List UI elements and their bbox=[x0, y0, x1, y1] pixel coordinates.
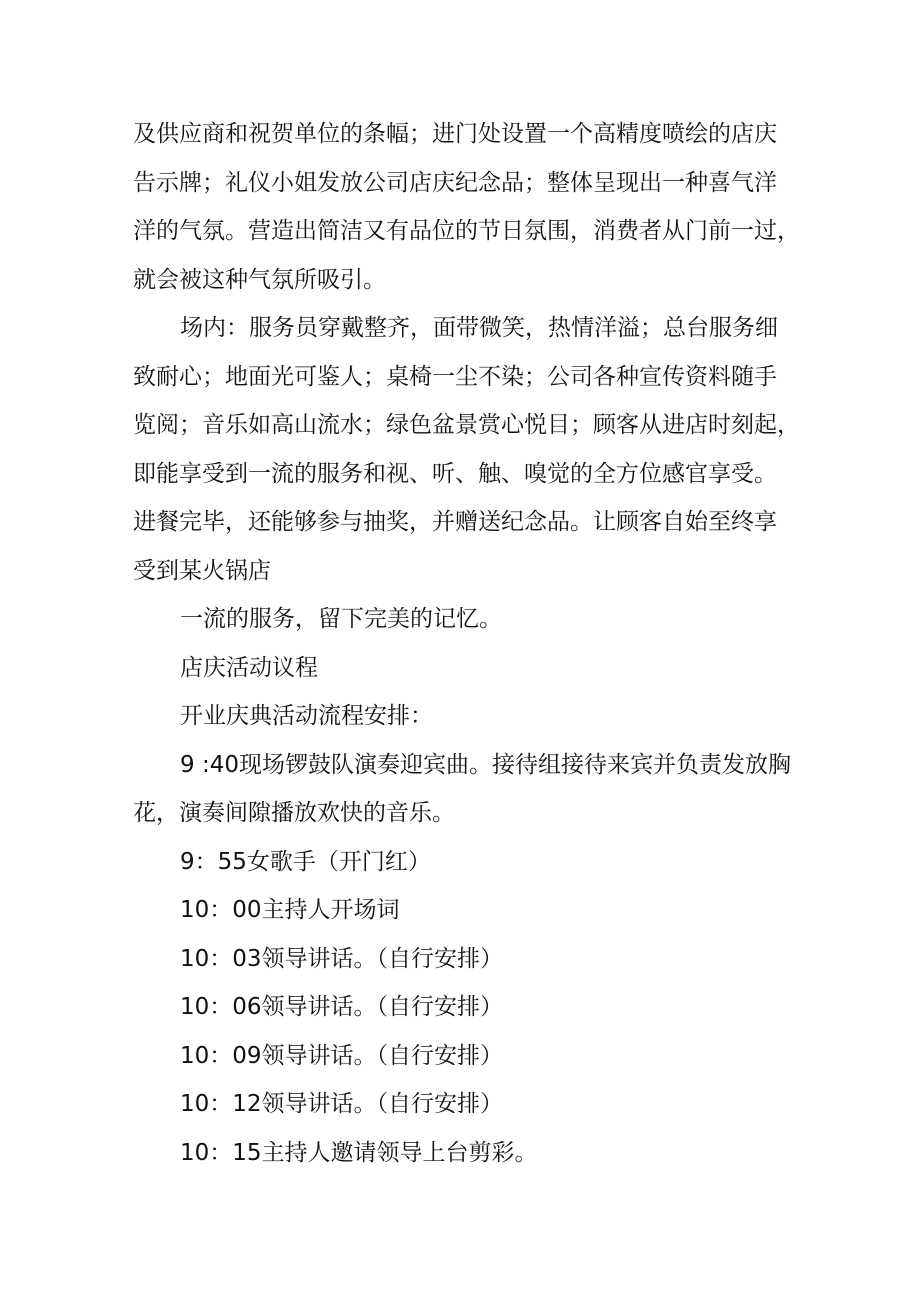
text-line: 场内：服务员穿戴整齐，面带微笑，热情洋溢；总台服务细 bbox=[180, 315, 778, 341]
document-body bbox=[133, 110, 813, 1177]
text-line: 9 :40现场锣鼓队演奏迎宾曲。接待组接待来宾并负责发放胸 bbox=[180, 751, 791, 778]
schedule-heading: 开业庆典活动流程安排： bbox=[180, 703, 433, 729]
text-line: 致耐心；地面光可鉴人；桌椅一尘不染；公司各种宣传资料随手 bbox=[133, 363, 777, 390]
schedule-item-first bbox=[133, 741, 813, 838]
paragraph-interior bbox=[133, 304, 813, 595]
section-heading: 店庆活动议程 bbox=[180, 654, 318, 681]
text-line: 进餐完毕，还能够参与抽奖，并赠送纪念品。让顾客自始至终享 bbox=[133, 509, 777, 535]
text-line: 花，演奏间隙播放欢快的音乐。 bbox=[133, 800, 455, 826]
text-line: 就会被这种气氛所吸引。 bbox=[133, 266, 386, 293]
paragraph-memory: 一流的服务，留下完美的记忆。 bbox=[180, 606, 502, 632]
schedule-item: 10：15主持人邀请领导上台剪彩。 bbox=[180, 1139, 538, 1166]
schedule-item: 10：09领导讲话。（自行安排） bbox=[180, 1042, 504, 1069]
text-line: 洋的气氛。营造出简洁又有品位的节日氛围，消费者从门前一过， bbox=[133, 218, 800, 244]
schedule-item: 9：55女歌手（开门红） bbox=[180, 848, 431, 875]
text-line: 受到某火锅店 bbox=[133, 557, 271, 584]
text-line: 览阅；音乐如高山流水；绿色盆景赏心悦目；顾客从进店时刻起， bbox=[133, 412, 800, 438]
text-line: 告示牌；礼仪小姐发放公司店庆纪念品；整体呈现出一种喜气洋 bbox=[133, 169, 777, 196]
paragraph-decoration bbox=[133, 110, 813, 304]
schedule-item: 10：12领导讲话。（自行安排） bbox=[180, 1091, 504, 1117]
text-line: 即能享受到一流的服务和视、听、触、嗅觉的全方位感官享受。 bbox=[133, 460, 777, 487]
text-line: 及供应商和祝贺单位的条幅；进门处设置一个高精度喷绘的店庆 bbox=[133, 121, 777, 147]
schedule-item: 10：03领导讲话。（自行安排） bbox=[180, 945, 504, 972]
schedule-item: 10：06领导讲话。（自行安排） bbox=[180, 994, 504, 1020]
schedule-item: 10：00主持人开场词 bbox=[180, 897, 400, 923]
